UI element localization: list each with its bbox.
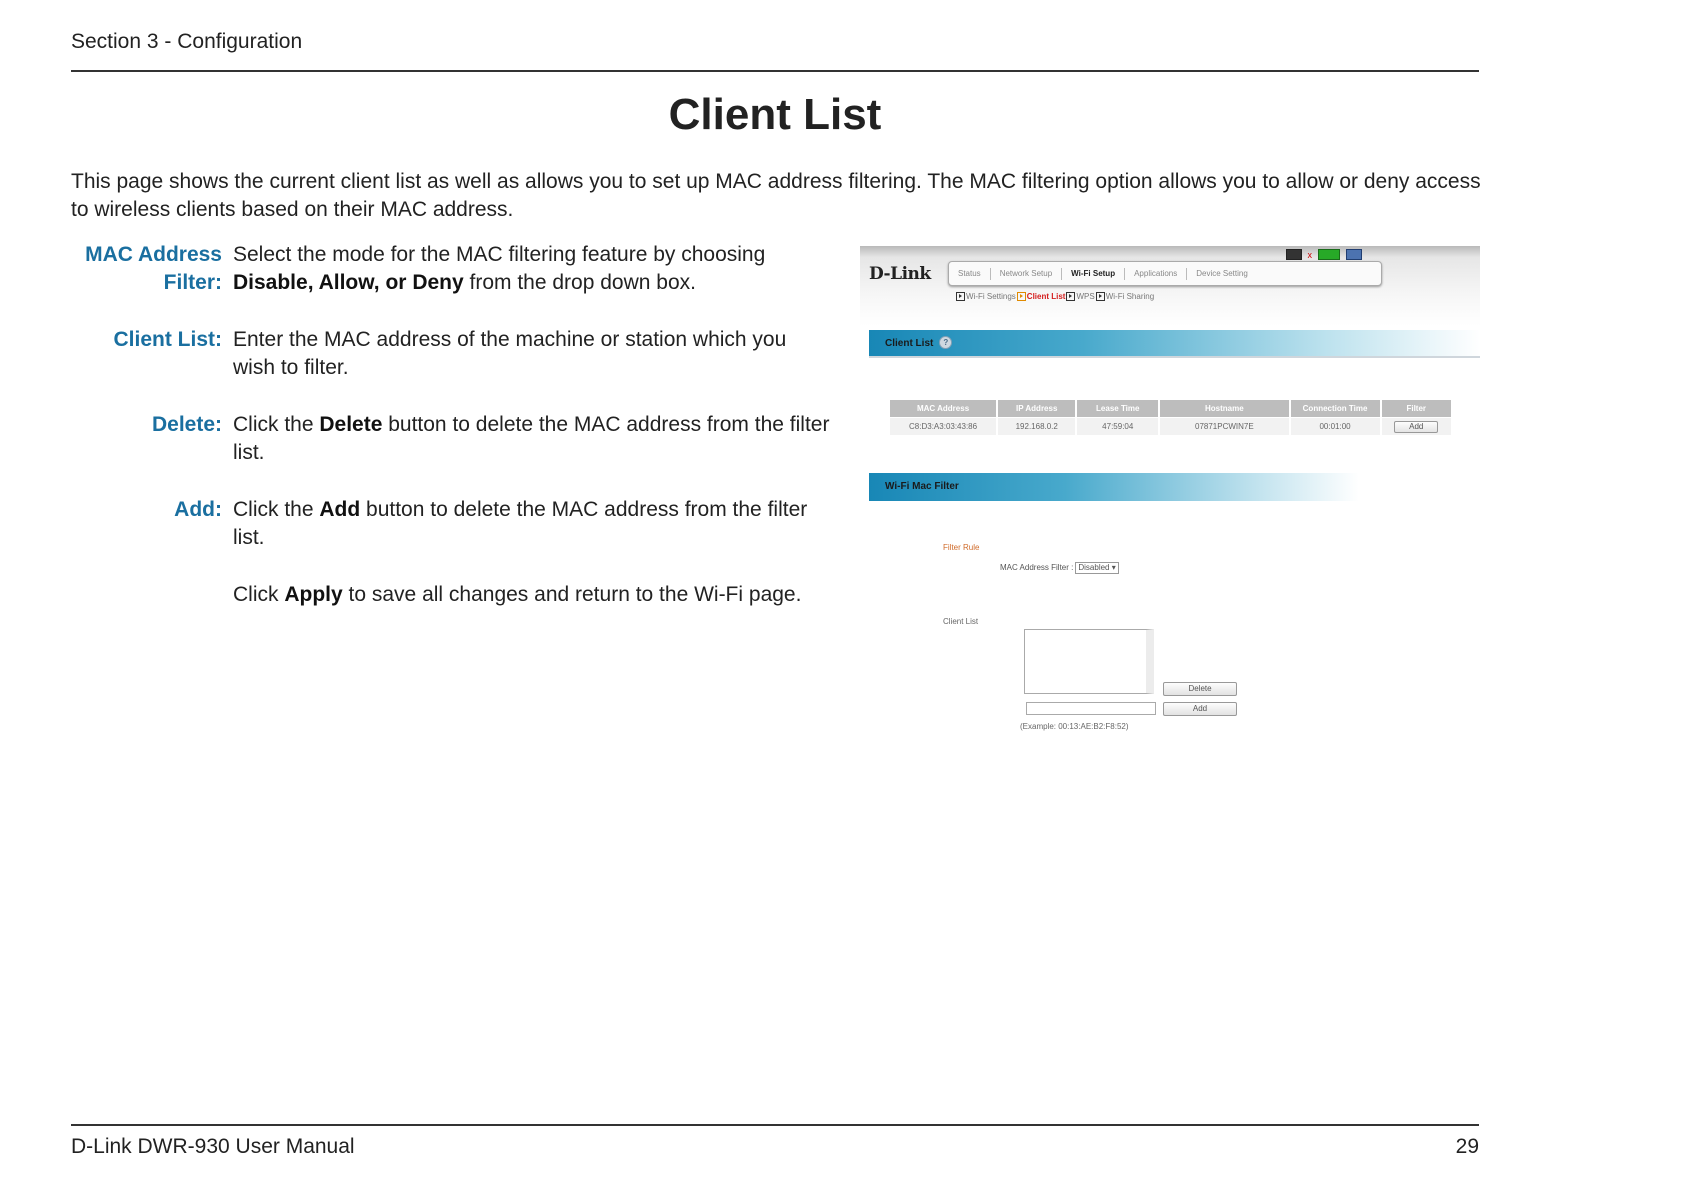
add-button[interactable]: Add bbox=[1163, 702, 1237, 716]
term-mac-filter bbox=[71, 241, 831, 297]
client-table bbox=[888, 399, 1453, 436]
nav-device-setting[interactable]: Device Setting bbox=[1196, 268, 1248, 278]
sub-nav bbox=[956, 292, 1155, 301]
term-bold: Delete bbox=[319, 413, 383, 436]
term-label-line1: MAC Address bbox=[85, 243, 222, 266]
router-screenshot bbox=[860, 246, 1480, 736]
mac-filter-row bbox=[1000, 562, 1119, 574]
term-label bbox=[71, 581, 233, 609]
subnav-wifi-settings[interactable]: Wi-Fi Settings bbox=[966, 292, 1016, 301]
user-icon bbox=[1346, 249, 1362, 260]
mac-filter-bar: Wi-Fi Mac Filter bbox=[869, 473, 1359, 501]
subnav-wps[interactable]: WPS bbox=[1076, 292, 1095, 301]
term-body bbox=[233, 581, 831, 609]
term-client-list bbox=[71, 326, 831, 382]
term-body: Enter the MAC address of the machine or station which you wish to filter. bbox=[233, 328, 787, 379]
term-delete bbox=[71, 411, 831, 467]
term-label: Delete: bbox=[151, 413, 222, 436]
term-text: to save all changes and return to the Wi-Fi page. bbox=[342, 583, 802, 606]
cell-hostname: 07871PCWIN7E bbox=[1160, 418, 1288, 435]
sim-icon bbox=[1286, 249, 1302, 260]
filter-rule-label: Filter Rule bbox=[943, 543, 980, 552]
client-list-bar bbox=[869, 330, 1480, 358]
col-mac: MAC Address bbox=[890, 400, 996, 417]
status-icons bbox=[1286, 249, 1363, 260]
term-text: Click bbox=[233, 583, 285, 606]
mac-filter-select[interactable]: Disabled ▾ bbox=[1075, 562, 1118, 574]
col-connection: Connection Time bbox=[1291, 400, 1380, 417]
cell-mac: C8:D3:A3:03:43:86 bbox=[890, 418, 996, 435]
row-add-button[interactable]: Add bbox=[1394, 421, 1438, 433]
nav-status[interactable]: Status bbox=[949, 268, 991, 280]
term-apply bbox=[71, 581, 831, 609]
dlink-logo: D-Link bbox=[869, 264, 931, 284]
table-row bbox=[890, 418, 1451, 435]
table-header-row bbox=[890, 400, 1451, 417]
term-list bbox=[71, 241, 831, 638]
term-label: Client List: bbox=[113, 328, 222, 351]
term-sep: , bbox=[307, 271, 319, 294]
cell-ip: 192.168.0.2 bbox=[998, 418, 1075, 435]
section-label: Section 3 - Configuration bbox=[71, 30, 303, 53]
col-filter: Filter bbox=[1382, 400, 1451, 417]
col-lease: Lease Time bbox=[1077, 400, 1158, 417]
client-list-title: Client List bbox=[885, 338, 934, 349]
nav-applications[interactable]: Applications bbox=[1125, 268, 1187, 280]
term-label bbox=[71, 241, 233, 297]
term-body bbox=[233, 241, 831, 297]
footer-manual: D-Link DWR-930 User Manual bbox=[71, 1135, 355, 1158]
client-list-label: Client List bbox=[943, 617, 979, 626]
col-hostname: Hostname bbox=[1160, 400, 1288, 417]
term-text: Select the mode for the MAC filtering feature by choosing bbox=[233, 243, 766, 266]
term-text: from the drop down box. bbox=[463, 271, 696, 294]
play-icon bbox=[1096, 292, 1105, 301]
term-bold: Apply bbox=[284, 583, 343, 606]
page-number: 29 bbox=[1455, 1135, 1479, 1158]
signal-icon: x bbox=[1307, 249, 1312, 260]
help-icon[interactable]: ? bbox=[939, 336, 952, 349]
main-nav bbox=[948, 261, 1382, 286]
router-header bbox=[860, 246, 1480, 326]
term-body bbox=[233, 496, 831, 552]
term-label: Add: bbox=[174, 498, 222, 521]
subnav-wifi-sharing[interactable]: Wi-Fi Sharing bbox=[1105, 292, 1155, 301]
term-bold: Add bbox=[319, 498, 361, 521]
battery-icon bbox=[1318, 249, 1340, 260]
play-icon bbox=[956, 292, 965, 301]
play-icon bbox=[1066, 292, 1075, 301]
nav-wifi-setup[interactable]: Wi-Fi Setup bbox=[1062, 268, 1125, 280]
intro-paragraph: This page shows the current client list as well as allows you to set up MAC address filtering. The MAC filtering option allows you to allow or deny access to wireless clients based on their MAC address. bbox=[71, 170, 1481, 221]
cell-filter bbox=[1382, 418, 1451, 435]
term-bold: Allow, or Deny bbox=[318, 271, 464, 294]
mac-filter-label: MAC Address Filter : bbox=[1000, 563, 1074, 572]
cell-lease: 47:59:04 bbox=[1077, 418, 1158, 435]
term-add bbox=[71, 496, 831, 552]
term-text: Click the bbox=[233, 498, 320, 521]
mac-address-input[interactable] bbox=[1026, 702, 1156, 715]
term-text: button to delete the MAC address from the filter list. bbox=[233, 413, 830, 464]
term-body bbox=[233, 411, 831, 467]
term-label-line2: Filter: bbox=[163, 271, 222, 294]
client-listbox[interactable] bbox=[1024, 629, 1154, 694]
footer-rule bbox=[71, 1124, 1479, 1126]
subnav-client-list[interactable]: Client List bbox=[1026, 292, 1066, 301]
page-title: Client List bbox=[668, 90, 882, 139]
term-text: Click the bbox=[233, 413, 320, 436]
nav-network-setup[interactable]: Network Setup bbox=[991, 268, 1062, 280]
delete-button[interactable]: Delete bbox=[1163, 682, 1237, 696]
cell-connection: 00:01:00 bbox=[1291, 418, 1380, 435]
col-ip: IP Address bbox=[998, 400, 1075, 417]
term-bold: Disable bbox=[233, 271, 308, 294]
example-hint: (Example: 00:13:AE:B2:F8:52) bbox=[1020, 722, 1129, 731]
header-rule bbox=[71, 70, 1479, 72]
play-icon bbox=[1017, 292, 1026, 301]
term-text: button to delete the MAC address from the filter list. bbox=[233, 498, 808, 549]
